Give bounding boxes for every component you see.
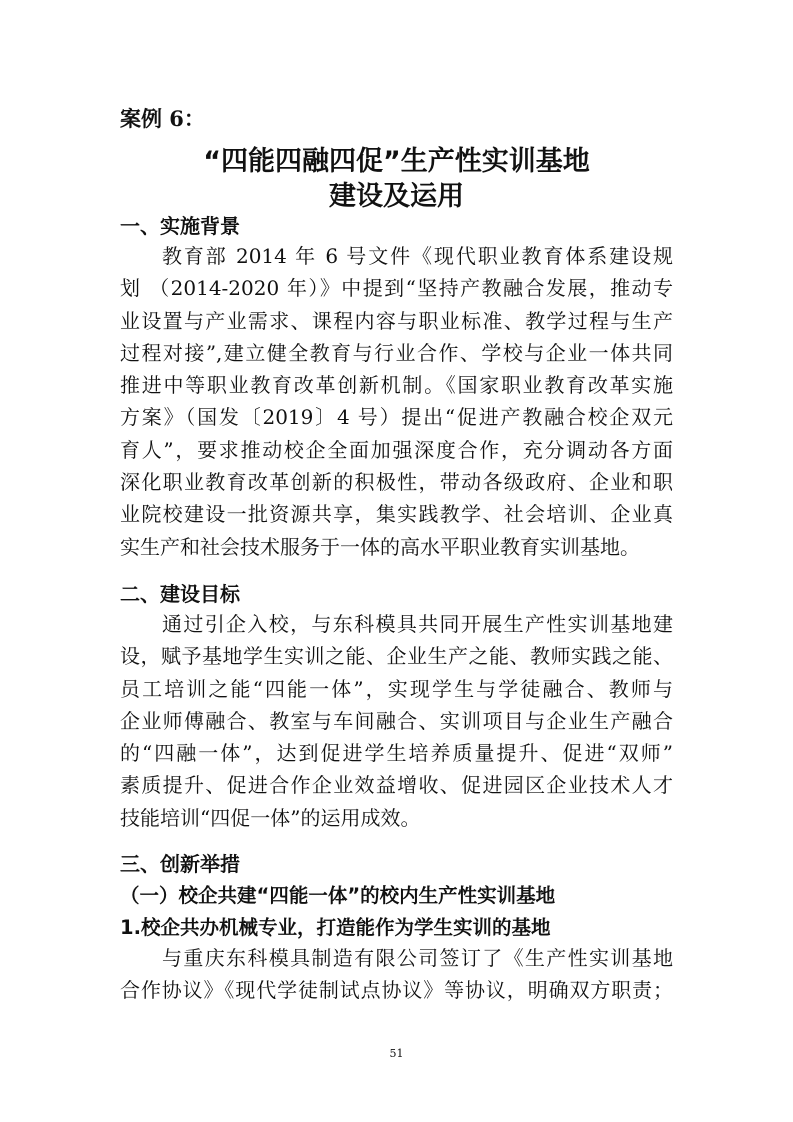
page-number: 51 xyxy=(389,1047,404,1060)
paragraph-line: 深化职业教育改革创新的积极性，带动各级政府、企业和职 xyxy=(120,470,673,495)
section-paragraph-innovations xyxy=(120,942,673,1007)
paragraph-line: 企业师傅融合、教室与车间融合、实训项目与企业生产融合 xyxy=(120,708,673,733)
paragraph-line: 素质提升、促进合作企业效益增收、促进园区企业技术人才 xyxy=(120,773,673,798)
paragraph-line: 实生产和社会技术服务于一体的高水平职业教育实训基地。 xyxy=(120,534,640,559)
paragraph-line: 与重庆东科模具制造有限公司签订了《生产性实训基地 xyxy=(162,946,673,970)
paragraph-line: 通过引企入校，与东科模具共同开展生产性实训基地建 xyxy=(162,612,673,636)
section-paragraph-goals xyxy=(120,608,673,834)
paragraph-line: 技能培训“四促一体”的运用成效。 xyxy=(120,805,421,830)
paragraph-line: 推进中等职业教育改革创新机制。《国家职业教育改革实施 xyxy=(120,373,673,398)
paragraph-line: 教育部 2014 年 6 号文件《现代职业教育体系建设规 xyxy=(162,244,673,268)
paragraph-line: 方案》（国发〔2019〕4 号）提出“促进产教融合校企双元 xyxy=(120,405,673,430)
paragraph-line: 设，赋予基地学生实训之能、企业生产之能、教师实践之能、 xyxy=(120,644,673,669)
paragraph-line: 员工培训之能“四能一体”，实现学生与学徒融合、教师与 xyxy=(120,676,673,701)
section-heading-innovations: 三、创新举措 xyxy=(120,852,240,876)
case-label: 案例 6： xyxy=(120,106,205,131)
section-paragraph-background xyxy=(120,240,673,563)
paragraph-line: 划 （2014-2020 年）》中提到“坚持产教融合发展，推动专 xyxy=(120,276,673,301)
paragraph-line: 业设置与产业需求、课程内容与职业标准、教学过程与生产 xyxy=(120,308,673,333)
paragraph-line: 合作协议》《现代学徒制试点协议》等协议，明确双方职责； xyxy=(120,978,673,1003)
subsection-heading-1: （一）校企共建“四能一体”的校内生产性实训基地 xyxy=(120,884,556,907)
paragraph-line: 业院校建设一批资源共享，集实践教学、社会培训、企业真 xyxy=(120,502,673,527)
paragraph-line: 育人”，要求推动校企全面加强深度合作，充分调动各方面 xyxy=(120,437,673,462)
section-heading-background: 一、实施背景 xyxy=(120,214,240,238)
document-title-line-1: “四能四融四促”生产性实训基地 xyxy=(203,146,590,177)
paragraph-line: 的“四融一体”，达到促进学生培养质量提升、促进“双师” xyxy=(120,741,673,766)
section-heading-goals: 二、建设目标 xyxy=(120,582,240,606)
document-title-line-2: 建设及运用 xyxy=(329,181,464,212)
paragraph-line: 过程对接”,建立健全教育与行业合作、学校与企业一体共同 xyxy=(120,340,673,365)
subsection-heading-2: 1.校企共办机械专业，打造能作为学生实训的基地 xyxy=(120,916,551,939)
